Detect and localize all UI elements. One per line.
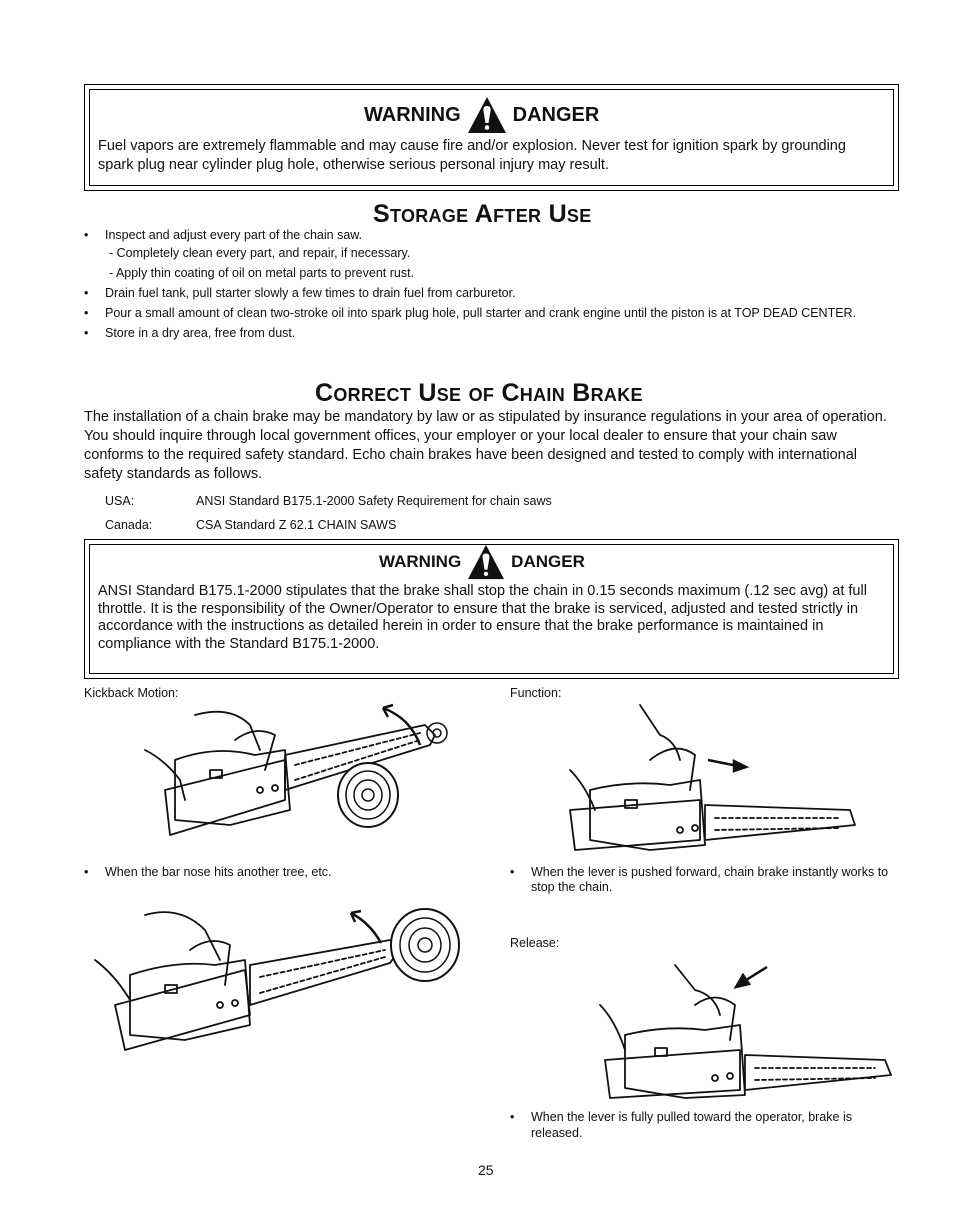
- chainbrake-title: Correct Use of Chain Brake: [315, 379, 643, 407]
- function-illustration: [560, 700, 860, 860]
- release-bullet-list: [510, 1109, 895, 1141]
- standard-row-canada: [105, 518, 396, 532]
- standard-name: ANSI Standard B175.1-2000 Safety Requirement for chain saws: [196, 494, 552, 508]
- bullet-glyph: •: [510, 1110, 515, 1124]
- warning-text-ansi: ANSI Standard B175.1-2000 stipulates that the brake shall stop the chain in 0.15 seconds maximum (.12 sec avg) at full throttle. It is the responsibility of the Owner/Operator to ensure that the brake is serviced, adjusted and tested strictly in accordance with the instructions as detailed herein in order to ensure that the brake performance is maintained in compliance with the Standard B175.1-2000.: [98, 583, 867, 652]
- kickback-illustration-2: [85, 905, 470, 1055]
- storage-subitem: - Completely clean every part, and repair, if necessary.: [109, 246, 411, 260]
- storage-title: Storage After Use: [373, 200, 592, 228]
- list-item: [84, 865, 464, 879]
- bullet-glyph: •: [84, 326, 89, 340]
- danger-label: DANGER: [511, 552, 585, 571]
- warning-label: WARNING: [379, 552, 462, 571]
- function-label: Function:: [510, 686, 562, 700]
- list-item: [84, 286, 894, 300]
- danger-label: DANGER: [512, 103, 600, 126]
- warning-header: [379, 543, 585, 581]
- storage-subitem: - Apply thin coating of oil on metal parts to prevent rust.: [109, 266, 415, 280]
- log-icon: [391, 909, 459, 981]
- warning-triangle-icon: [467, 96, 507, 134]
- standard-name: CSA Standard Z 62.1 CHAIN SAWS: [196, 518, 397, 532]
- standard-country: USA:: [105, 494, 135, 508]
- chainbrake-paragraph: The installation of a chain brake may be mandatory by law or as stipulated by insurance regulations in your area of operation. You should inquire through local government offices, your employer or your local dealer to ensure that your chain saw conforms to the required safety standard. Echo chain brakes have been designed and tested to comply with international safety standards as follows.: [84, 409, 887, 482]
- warning-triangle-icon: [467, 543, 505, 581]
- pull-back-arrow-icon: [736, 967, 767, 987]
- release-label: Release:: [510, 936, 560, 950]
- list-item-text: Store in a dry area, free from dust.: [105, 326, 296, 340]
- kickback-arrow-icon: [351, 911, 381, 943]
- list-item: [84, 306, 894, 320]
- bullet-glyph: •: [510, 865, 515, 879]
- storage-list-a: [84, 228, 894, 242]
- bullet-glyph: •: [84, 286, 89, 300]
- list-item: [510, 1109, 895, 1141]
- bullet-glyph: •: [84, 865, 89, 879]
- storage-list-b: [84, 286, 894, 340]
- warning-text-fuel: Fuel vapors are extremely flammable and may cause fire and/or explosion. Never test for ignition spark by grounding spark plug near cylinder plug hole, otherwise serious personal injury may result.: [98, 138, 846, 173]
- kickback-arrow-icon: [383, 705, 420, 745]
- kickback-bullet-list: [84, 865, 464, 879]
- function-bullet-list: [510, 865, 895, 895]
- gear-icon: [427, 723, 447, 743]
- bullet-glyph: •: [84, 306, 89, 320]
- warning-header: [364, 96, 599, 134]
- list-item-text: Drain fuel tank, pull starter slowly a few times to drain fuel from carburetor.: [105, 286, 516, 300]
- list-item: [84, 326, 894, 340]
- standard-country: Canada:: [105, 518, 153, 532]
- list-item: [84, 228, 894, 242]
- list-item-text: Pour a small amount of clean two-stroke oil into spark plug hole, pull starter and crank engine until the piston is at TOP DEAD CENTER.: [105, 306, 857, 320]
- warning-label: WARNING: [364, 103, 461, 126]
- kickback-label: Kickback Motion:: [84, 686, 179, 700]
- release-illustration: [595, 960, 895, 1100]
- push-forward-arrow-icon: [708, 760, 746, 771]
- standard-row-usa: [105, 494, 552, 508]
- list-item-text: When the lever is fully pulled toward the operator, brake is released.: [531, 1110, 853, 1140]
- bullet-glyph: •: [84, 228, 89, 242]
- list-item-text: When the lever is pushed forward, chain brake instantly works to stop the chain.: [531, 865, 889, 894]
- log-icon: [338, 763, 398, 827]
- kickback-illustration-1: [135, 700, 455, 840]
- list-item: [510, 865, 895, 895]
- list-item-text: Inspect and adjust every part of the chain saw.: [105, 228, 363, 242]
- page-number: 25: [478, 1162, 494, 1178]
- list-item-text: When the bar nose hits another tree, etc.: [105, 865, 332, 879]
